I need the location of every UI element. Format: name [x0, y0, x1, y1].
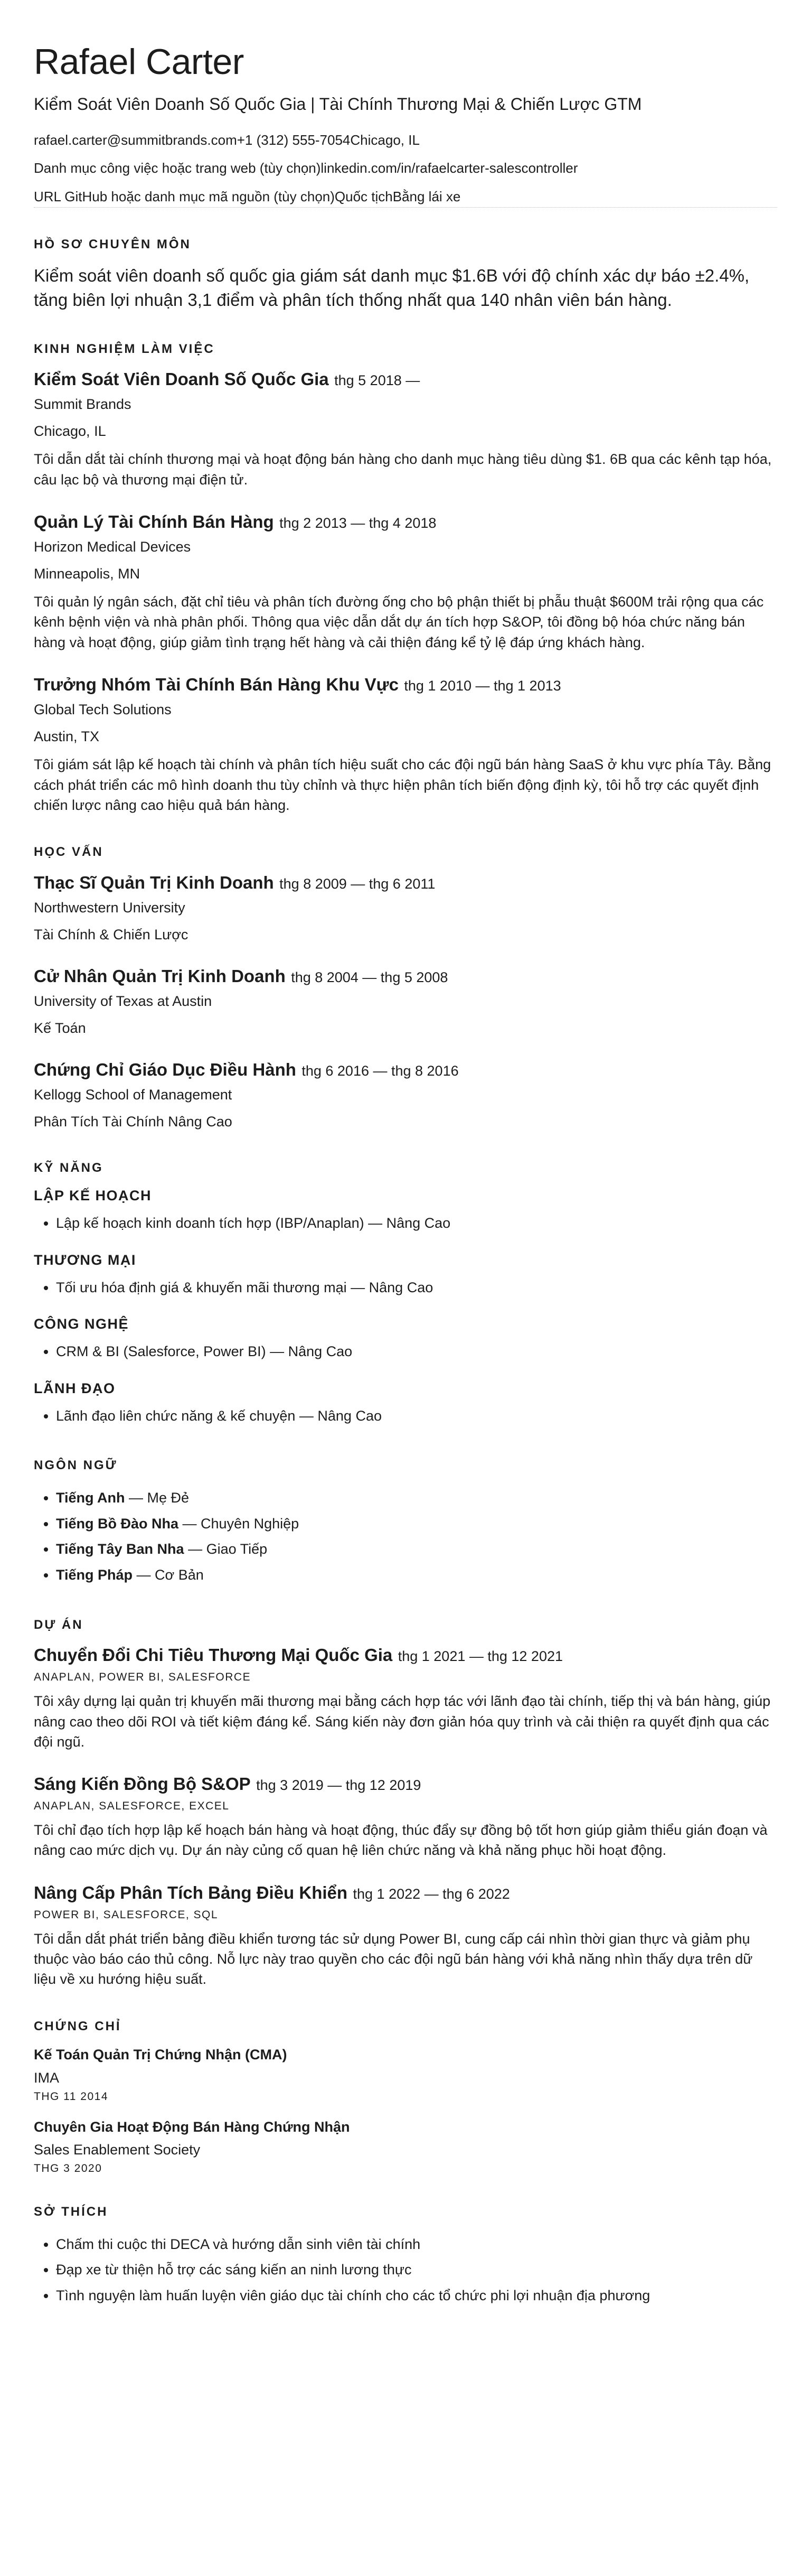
language-level: — Giao Tiếp — [184, 1541, 268, 1557]
job-location: Minneapolis, MN — [34, 566, 140, 582]
degree-date: thg 8 2004 — thg 5 2008 — [291, 969, 448, 986]
experience-entry — [34, 368, 777, 490]
language-name: Tiếng Pháp — [56, 1566, 133, 1583]
interests-title: SỞ THÍCH — [34, 2204, 108, 2219]
certification-entry — [34, 2118, 777, 2175]
school-name: University of Texas at Austin — [34, 993, 212, 1009]
experience-entry — [34, 511, 777, 652]
project-entry — [34, 1773, 777, 1861]
school-name: Northwestern University — [34, 899, 185, 916]
summary-section — [34, 237, 777, 312]
skill-group — [34, 1188, 777, 1236]
project-date: thg 1 2022 — thg 6 2022 — [353, 1886, 510, 1902]
skill-item: • CRM & BI (Salesforce, Power BI) — Nâng Cao — [56, 1339, 777, 1365]
education-entry — [34, 965, 777, 1038]
degree-date: thg 6 2016 — thg 8 2016 — [301, 1063, 459, 1079]
certification-title: Kế Toán Quản Trị Chứng Nhận (CMA) — [34, 2047, 287, 2063]
job-title: Trưởng Nhóm Tài Chính Bán Hàng Khu Vực — [34, 675, 399, 695]
field-of-study: Tài Chính & Chiến Lược — [34, 926, 188, 942]
entry-heading — [34, 1882, 777, 1905]
certifications-title: CHỨNG CHỈ — [34, 2019, 121, 2033]
language-level: — Cơ Bản — [133, 1566, 204, 1583]
education-section — [34, 845, 777, 1131]
certification-date: THG 3 2020 — [34, 2162, 102, 2174]
project-date: thg 1 2021 — thg 12 2021 — [398, 1648, 563, 1665]
headline: Kiểm Soát Viên Doanh Số Quốc Gia | Tài Chính Thương Mại & Chiến Lược GTM — [34, 94, 642, 114]
degree-title: Cử Nhân Quản Trị Kinh Doanh — [34, 966, 286, 986]
job-title: Quản Lý Tài Chính Bán Hàng — [34, 512, 274, 532]
job-date: thg 2 2013 — thg 4 2018 — [279, 515, 437, 531]
projects-title: DỰ ÁN — [34, 1617, 83, 1632]
job-date: thg 5 2018 — — [334, 372, 420, 389]
skill-category: CÔNG NGHỆ — [34, 1316, 129, 1332]
entry-heading — [34, 511, 777, 534]
interests-section — [34, 2205, 777, 2309]
language-level: — Chuyên Nghiệp — [178, 1515, 299, 1532]
education-entry — [34, 1059, 777, 1131]
certification-date: THG 11 2014 — [34, 2090, 109, 2103]
skill-category: LẬP KẾ HOẠCH — [34, 1188, 152, 1204]
summary-text: Kiểm soát viên doanh số quốc gia giám sát danh mục $1.6B với độ chính xác dự báo ±2.4%, tăng biên lợi nhuận 3,1 điểm và phân tích thống nhất qua 140 nhân viên bán hàng. — [34, 266, 750, 310]
language-item — [56, 1562, 777, 1588]
language-item — [56, 1536, 777, 1562]
language-level: — Mẹ Đẻ — [125, 1490, 190, 1506]
project-description: Tôi dẫn dắt phát triển bảng điều khiển tương tác sử dụng Power BI, cung cấp cái nhìn thời gian thực và giảm phụ thuộc vào báo cáo thủ công. Nỗ lực này trao quyền cho các đội ngũ bán hàng với khả năng nhìn thấy dựa trên dữ liệu về xu hướng hiệu suất. — [34, 1930, 753, 1987]
skill-category: THƯƠNG MẠI — [34, 1252, 136, 1268]
experience-entry — [34, 674, 777, 815]
skill-item: • Tối ưu hóa định giá & khuyến mãi thương mại — Nâng Cao — [56, 1275, 777, 1301]
contact-line-1: rafael.carter@summitbrands.com+1 (312) 555-7054Chicago, IL — [34, 132, 420, 148]
certification-org: Sales Enablement Society — [34, 2141, 201, 2158]
project-date: thg 3 2019 — thg 12 2019 — [256, 1777, 421, 1794]
languages-title: NGÔN NGỮ — [34, 1458, 118, 1473]
skills-section — [34, 1161, 777, 1429]
entry-heading — [34, 872, 777, 894]
language-item — [56, 1485, 777, 1511]
certifications-section — [34, 2019, 777, 2175]
projects-section — [34, 1618, 777, 1990]
language-item — [56, 1511, 777, 1537]
project-entry — [34, 1644, 777, 1752]
project-tags: ANAPLAN, POWER BI, SALESFORCE — [34, 1671, 251, 1684]
school-name: Kellogg School of Management — [34, 1087, 232, 1103]
education-title: HỌC VẤN — [34, 845, 103, 860]
education-entry — [34, 872, 777, 944]
skill-list — [34, 1210, 777, 1236]
skill-group — [34, 1252, 777, 1301]
skill-item: • Lãnh đạo liên chức năng & kế chuyện — Nâng Cao — [56, 1403, 777, 1429]
field-of-study: Phân Tích Tài Chính Nâng Cao — [34, 1114, 232, 1130]
project-description: Tôi xây dựng lại quản trị khuyến mãi thương mại bằng cách hợp tác với lãnh đạo tài chính, tiếp thị và bán hàng, giúp nâng cao theo dõi ROI và tiết kiệm đáng kể. Sáng kiến này đơn giản hóa quy trình và cải thiện ra quyết định qua các đội ngũ. — [34, 1693, 771, 1750]
company-name: Horizon Medical Devices — [34, 538, 191, 555]
skill-list — [34, 1275, 777, 1301]
project-title: Nâng Cấp Phân Tích Bảng Điều Khiển — [34, 1882, 348, 1902]
job-date: thg 1 2010 — thg 1 2013 — [404, 678, 561, 694]
language-name: Tiếng Anh — [56, 1490, 125, 1506]
skill-category: LÃNH ĐẠO — [34, 1380, 116, 1396]
entry-heading — [34, 1773, 777, 1796]
interest-list — [34, 2232, 777, 2309]
skill-group — [34, 1316, 777, 1365]
experience-title: KINH NGHIỆM LÀM VIỆC — [34, 341, 215, 356]
field-of-study: Kế Toán — [34, 1020, 86, 1037]
job-description: Tôi quản lý ngân sách, đặt chỉ tiêu và phân tích đường ống cho bộ phận thiết bị phẫu thuật $600M trải rộng qua các kênh bệnh viện và nhà phân phối. Thông qua việc dẫn dắt dự án tích hợp S&OP, tôi đồng bộ hóa chức năng bán hàng và hoạt động, giúp giảm tình trạng hết hàng và cải thiện đáng kể tỷ lệ đáp ứng khách hàng. — [34, 594, 764, 650]
degree-title: Thạc Sĩ Quản Trị Kinh Doanh — [34, 872, 274, 892]
contact-line-3: URL GitHub hoặc danh mục mã nguồn (tùy chọn)Quốc tịchBằng lái xe — [34, 188, 777, 208]
entry-heading — [34, 368, 777, 391]
entry-heading — [34, 1059, 777, 1081]
job-location: Chicago, IL — [34, 423, 106, 440]
contact-line-2: Danh mục công việc hoặc trang web (tùy chọn)linkedin.com/in/rafaelcarter-salescontroller — [34, 160, 578, 176]
language-name: Tiếng Tây Ban Nha — [56, 1541, 184, 1557]
interest-item: • Đạp xe từ thiện hỗ trợ các sáng kiến an ninh lương thực — [56, 2257, 777, 2283]
language-name: Tiếng Bồ Đào Nha — [56, 1515, 179, 1532]
company-name: Global Tech Solutions — [34, 702, 172, 718]
project-title: Chuyển Đổi Chi Tiêu Thương Mại Quốc Gia — [34, 1645, 393, 1665]
certification-title: Chuyên Gia Hoạt Động Bán Hàng Chứng Nhận — [34, 2118, 350, 2135]
job-description: Tôi giám sát lập kế hoạch tài chính và phân tích hiệu suất cho các đội ngũ bán hàng SaaS ở khu vực phía Tây. Bằng cách phát triển các mô hình doanh thu tùy chỉnh và thực hiện phân tích biến động định kỳ, tôi hỗ trợ các quyết định chiến lược nâng cao hiệu quả bán hàng. — [34, 757, 771, 813]
project-description: Tôi chỉ đạo tích hợp lập kế hoạch bán hàng và hoạt động, thúc đẩy sự đồng bộ tốt hơn giúp giảm thiểu gián đoạn và nâng cao mức dịch vụ. Dự án này củng cố quan hệ liên chức năng và khả năng phục hồi hoạt động. — [34, 1822, 768, 1859]
job-description: Tôi dẫn dắt tài chính thương mại và hoạt động bán hàng cho danh mục hàng tiêu dùng $1. 6B qua các kênh tạp hóa, câu lạc bộ và thương mại điện tử. — [34, 451, 772, 488]
job-location: Austin, TX — [34, 729, 100, 745]
interest-item: • Chấm thi cuộc thi DECA và hướng dẫn sinh viên tài chính — [56, 2232, 777, 2257]
skill-item: • Lập kế hoạch kinh doanh tích hợp (IBP/Anaplan) — Nâng Cao — [56, 1210, 777, 1236]
project-tags: ANAPLAN, SALESFORCE, EXCEL — [34, 1800, 230, 1813]
skills-title: KỸ NĂNG — [34, 1161, 103, 1175]
summary-title: HỒ SƠ CHUYÊN MÔN — [34, 237, 191, 251]
skill-list — [34, 1403, 777, 1429]
degree-date: thg 8 2009 — thg 6 2011 — [279, 875, 436, 892]
skill-group — [34, 1380, 777, 1429]
project-tags: POWER BI, SALESFORCE, SQL — [34, 1908, 219, 1921]
experience-section — [34, 342, 777, 816]
entry-heading — [34, 674, 777, 696]
skill-list — [34, 1339, 777, 1365]
entry-heading — [34, 965, 777, 988]
interest-item: • Tình nguyện làm huấn luyện viên giáo dục tài chính cho các tổ chức phi lợi nhuận địa phương — [56, 2283, 777, 2309]
job-title: Kiểm Soát Viên Doanh Số Quốc Gia — [34, 369, 329, 389]
resume-header — [34, 42, 777, 208]
certification-org: IMA — [34, 2069, 60, 2086]
languages-section — [34, 1458, 777, 1588]
project-entry — [34, 1882, 777, 1990]
language-list — [34, 1485, 777, 1588]
candidate-name: Rafael Carter — [34, 42, 244, 82]
entry-heading — [34, 1644, 777, 1667]
company-name: Summit Brands — [34, 396, 131, 413]
certification-entry — [34, 2046, 777, 2103]
project-title: Sáng Kiến Đồng Bộ S&OP — [34, 1774, 251, 1794]
degree-title: Chứng Chỉ Giáo Dục Điều Hành — [34, 1060, 296, 1080]
